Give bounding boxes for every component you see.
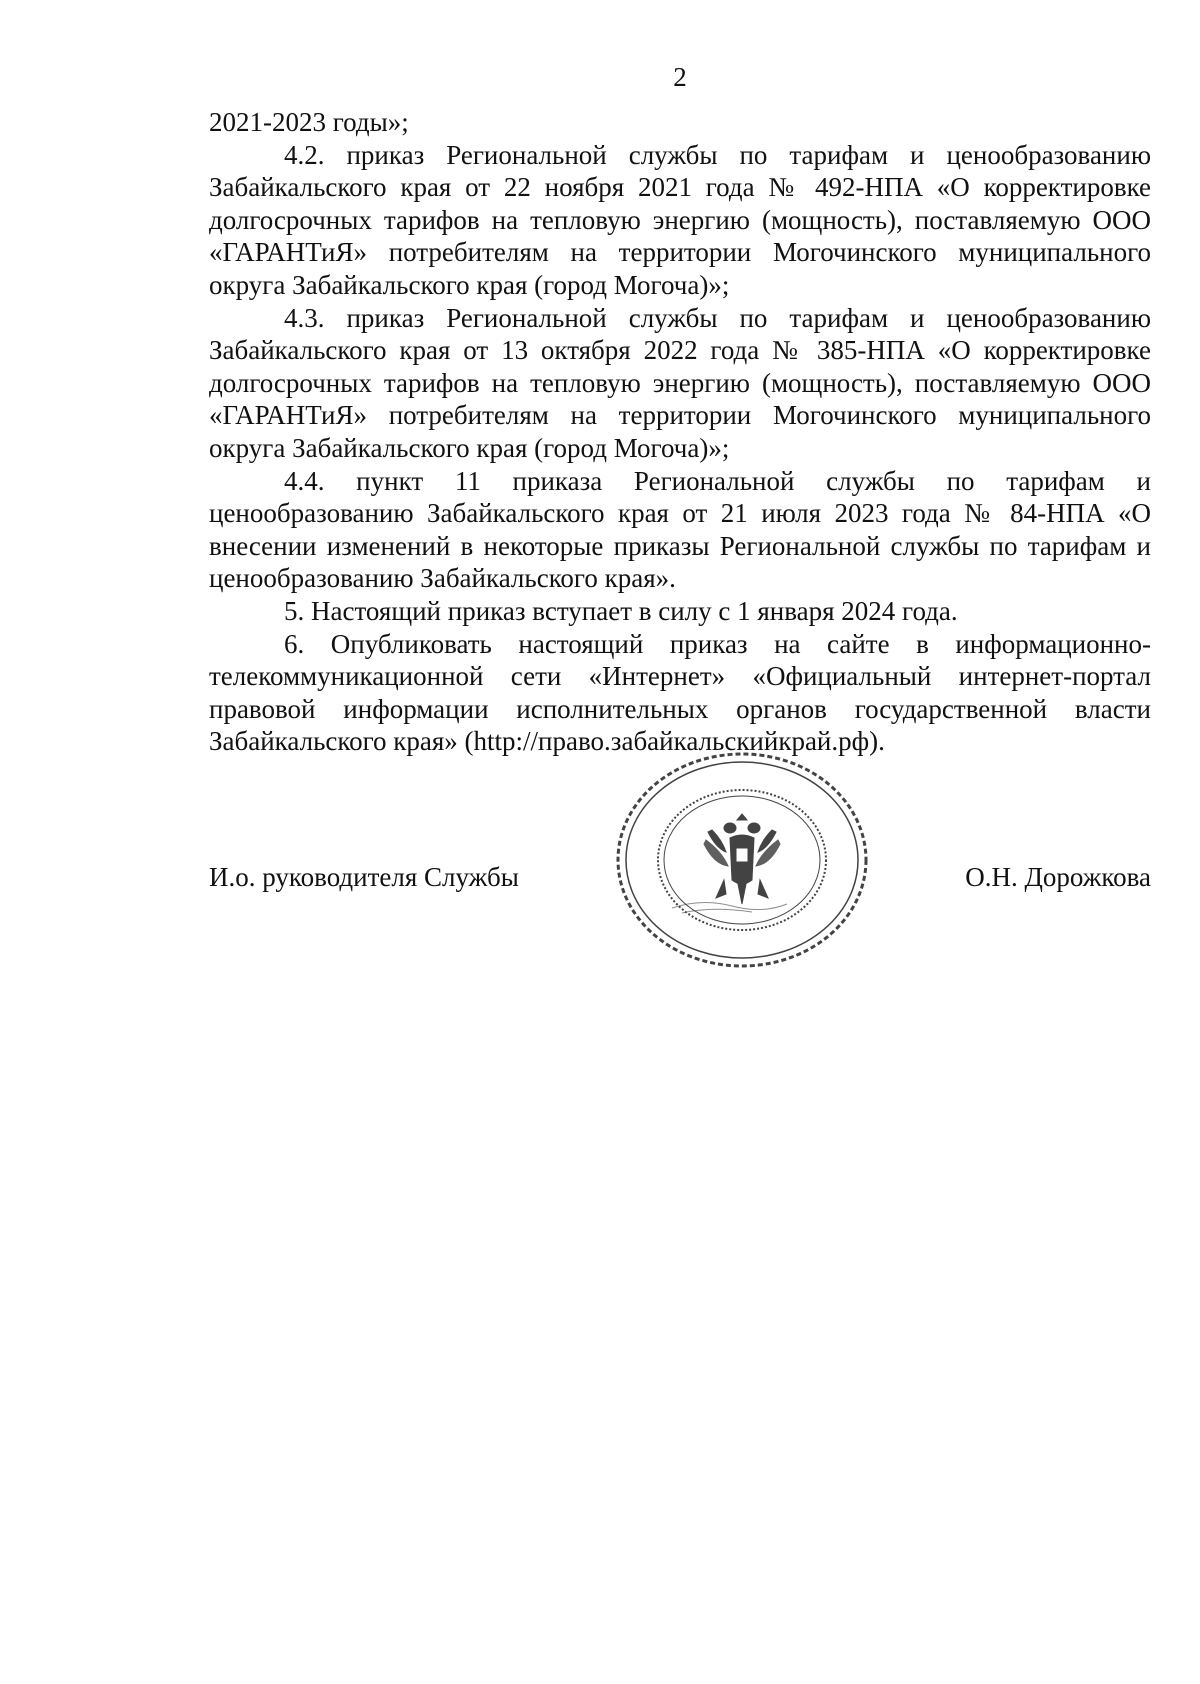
paragraph-item-5: 5. Настоящий приказ вступает в силу с 1 января 2024 года. [284,595,958,626]
paragraph-item-4-3: 4.3. приказ Региональной службы по тарифам и ценообразованию Забайкальского края от 13 октября 2022 года № 385-НПА «О корректировке долгосрочных тарифов на тепловую энергию (мощность), поставляемую ООО «ГАРАНТиЯ» потребителям на территории Могочинского муниципального округа Забайкальского края (город Могоча)»; [209,302,1151,463]
signatory-position: И.о. руководителя Службы [209,862,519,892]
official-seal-stamp [612,748,872,973]
paragraph-item-6: 6. Опубликовать настоящий приказ на сайте в информационно-телекоммуникационной сети «Интернет» «Официальный интернет-портал правовой информации исполнительных органов государственной власти Забайкальского края» (http://право.забайкальскийкрай.рф). [209,628,1151,757]
double-headed-eagle-icon [704,814,780,904]
paragraph-item-4-2: 4.2. приказ Региональной службы по тарифам и ценообразованию Забайкальского края от 22 ноября 2021 года № 492-НПА «О корректировке долгосрочных тарифов на тепловую энергию (мощность), поставляемую ООО «ГАРАНТиЯ» потребителям на территории Могочинского муниципального округа Забайкальского края (город Могоча)»; [209,139,1151,300]
seal-graphic [612,748,872,973]
document-body [209,106,1151,758]
paragraph-item-4-4: 4.4. пункт 11 приказа Региональной службы по тарифам и ценообразованию Забайкальского края от 21 июля 2023 года № 84-НПА «О внесении изменений в некоторые приказы Региональной службы по тарифам и ценообразованию Забайкальского края». [209,465,1151,594]
signatory-name: О.Н. Дорожкова [965,862,1151,892]
paragraph-continuation: 2021-2023 годы»; [209,107,409,137]
page-number: 2 [673,62,687,92]
